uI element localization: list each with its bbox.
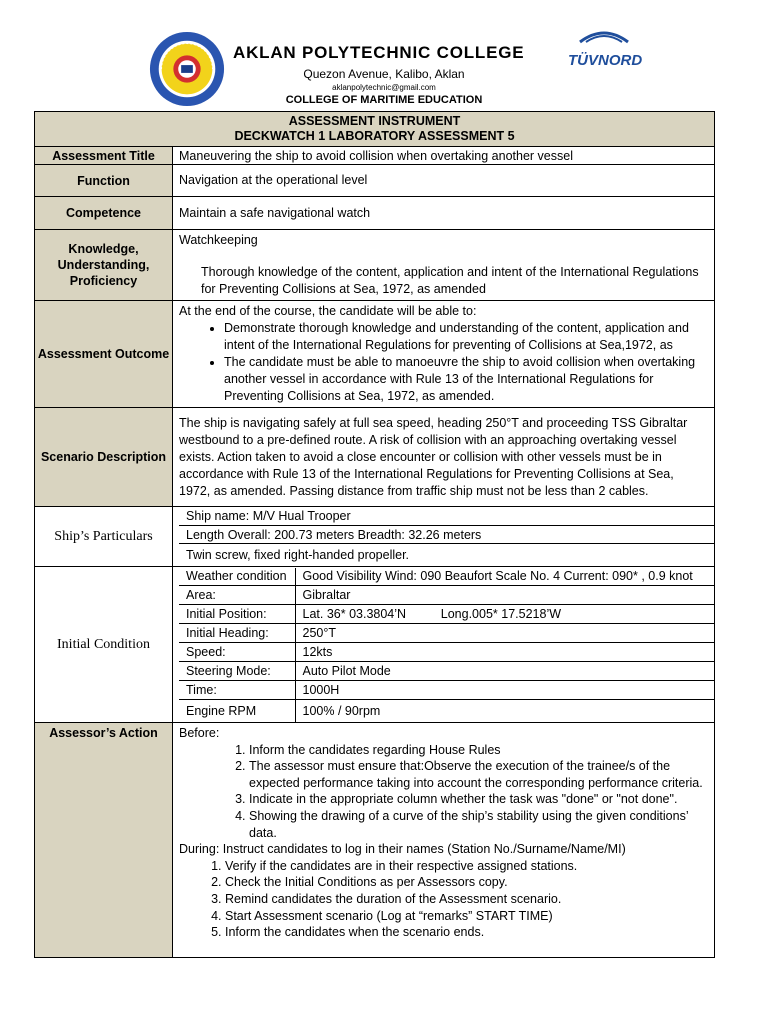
before-item: 1. Inform the candidates regarding House Rules (249, 742, 708, 759)
department-name: COLLEGE OF MARITIME EDUCATION (285, 94, 483, 106)
during-item: 5. Inform the candidates when the scenario ends. (225, 924, 708, 941)
during-label: During: Instruct candidates to log in their names (Station No./Surname/Name/MI) (179, 842, 626, 857)
label-function: Function (35, 165, 173, 197)
initial-key: Time: (179, 681, 295, 700)
label-particulars: Ship’s Particulars (35, 507, 173, 567)
initial-condition-table (179, 568, 714, 722)
label-initial-condition: Initial Condition (35, 567, 173, 723)
instrument-title: ASSESSMENT INSTRUMENT (288, 114, 461, 128)
particulars-table (179, 508, 714, 566)
initial-value: Auto Pilot Mode (295, 662, 714, 681)
kup-value (173, 230, 715, 301)
table-title (35, 112, 715, 147)
particular-row: Ship name: M/V Hual Trooper (179, 508, 714, 526)
outcome-value (173, 301, 715, 408)
label-assessment-title: Assessment Title (35, 147, 173, 165)
outcome-item: • Demonstrate thorough knowledge and understanding of the content, application and intent of the International Regulations for preventing of Collisions at Sea,1972, as (224, 320, 708, 354)
initial-value: 250°T (295, 624, 714, 643)
initial-key: Speed: (179, 643, 295, 662)
assessor-action-value (173, 723, 715, 958)
before-list (179, 742, 708, 842)
during-list (179, 858, 708, 941)
particular-row: Twin screw, fixed right-handed propeller. (179, 544, 714, 566)
scenario-value: The ship is navigating safely at full sea speed, heading 250°T and proceeding TSS Gibraltar westbound to a pre-defined route. A risk of collision with an approaching overtaking vessel exists. Action taken to avoid a close encounter or collision with other vessels must be in accordance with Rule 13 of the International Regulations for Preventing Collisions at Sea, 1972, as amended. Passing distance from traffic ship must not be less than 2 cables. (173, 408, 715, 507)
initial-value: 1000H (295, 681, 714, 700)
initial-value: Good Visibility Wind: 090 Beaufort Scale No. 4 Current: 090* , 0.9 knot (295, 568, 714, 586)
svg-text:TÜVNORD: TÜVNORD (568, 52, 642, 69)
initial-key: Area: (179, 586, 295, 605)
tuv-nord-logo (566, 28, 642, 72)
document-header (0, 0, 768, 110)
during-item: 3. Remind candidates the duration of the Assessment scenario. (225, 891, 708, 908)
college-address: Quezon Avenue, Kalibo, Aklan (303, 67, 465, 81)
initial-key: Initial Heading: (179, 624, 295, 643)
outcome-item: • The candidate must be able to manoeuvre the ship to avoid collision when overtaking another vessel in accordance with Rule 13 of the International Regulations for Preventing Collisions at Sea, 1972, as amended. (224, 354, 708, 405)
initial-value: Lat. 36* 03.3804’N Long.005* 17.5218’W (295, 605, 714, 624)
label-assessor-action: Assessor’s Action (35, 723, 173, 958)
during-item: 1. Verify if the candidates are in their respective assigned stations. (225, 858, 708, 875)
before-item: 4. Showing the drawing of a curve of the ship’s stability using the given conditions’ data. (249, 808, 708, 841)
initial-key: Engine RPM (179, 700, 295, 722)
assessment-number-title: DECKWATCH 1 LABORATORY ASSESSMENT 5 (234, 129, 515, 143)
initial-key: Initial Position: (179, 605, 295, 624)
college-email: aklanpolytechnic@gmail.com (332, 83, 436, 92)
before-item: 2. The assessor must ensure that:Observe the execution of the trainee/s of the expected performance taking into account the corresponding performance criteria. (249, 758, 708, 791)
particulars-cell (173, 507, 715, 567)
label-competence: Competence (35, 197, 173, 230)
initial-value: Gibraltar (295, 586, 714, 605)
before-item: 3. Indicate in the appropriate column whether the task was "done" or "not done". (249, 791, 708, 808)
college-name: AKLAN POLYTECHNIC COLLEGE (233, 43, 525, 62)
before-label: Before: (179, 726, 220, 740)
particular-row: Length Overall: 200.73 meters Breadth: 32.26 meters (179, 526, 714, 544)
outcome-intro: At the end of the course, the candidate will be able to: (179, 304, 477, 318)
initial-cell (173, 567, 715, 723)
competence-value: Maintain a safe navigational watch (173, 197, 715, 230)
kup-text: Thorough knowledge of the content, application and intent of the International Regulations for Preventing Collisions at Sea, 1972, as amended (201, 265, 699, 296)
initial-key: Steering Mode: (179, 662, 295, 681)
initial-value: 12kts (295, 643, 714, 662)
initial-value: 100% / 90rpm (295, 700, 714, 722)
label-outcome: Assessment Outcome (35, 301, 173, 408)
during-item: 2. Check the Initial Conditions as per Assessors copy. (225, 874, 708, 891)
initial-key: Weather condition (179, 568, 295, 586)
kup-heading: Watchkeeping (179, 233, 258, 247)
assessment-instrument-table (34, 111, 715, 958)
assessment-title-value: Maneuvering the ship to avoid collision when overtaking another vessel (173, 147, 715, 165)
outcome-list (179, 320, 708, 405)
during-item: 4. Start Assessment scenario (Log at “remarks” START TIME) (225, 908, 708, 925)
function-value: Navigation at the operational level (173, 165, 715, 197)
label-scenario: Scenario Description (35, 408, 173, 507)
label-kup: Knowledge, Understanding, Proficiency (35, 230, 173, 301)
